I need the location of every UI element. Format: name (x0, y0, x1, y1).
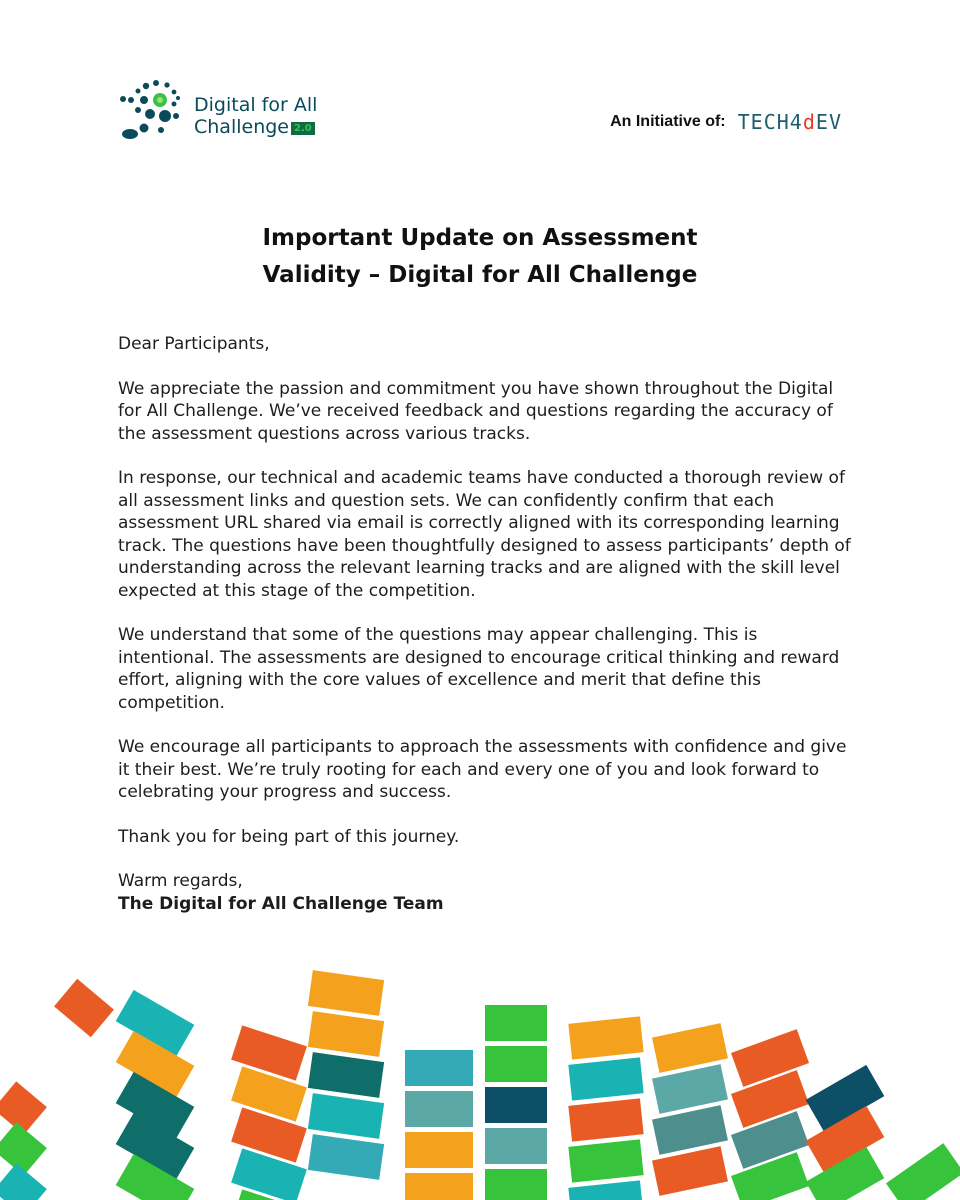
deco-block (485, 1087, 547, 1123)
deco-block (886, 1143, 960, 1200)
deco-block (308, 1134, 384, 1180)
tech4dev-logo: TECH4dEV (737, 110, 842, 134)
logo-line1: Digital for All (194, 94, 318, 116)
deco-block (568, 1098, 643, 1141)
deco-block (0, 1122, 47, 1175)
deco-block (568, 1180, 643, 1200)
closing: Warm regards, (118, 871, 243, 891)
version-badge: 2.0 (291, 122, 315, 135)
title-line-1: Important Update on Assessment (262, 225, 698, 251)
deco-block (308, 1011, 384, 1057)
challenge-logo (116, 76, 336, 150)
initiative-label: An Initiative of: (610, 113, 726, 130)
deco-block (308, 1052, 384, 1098)
deco-block (405, 1091, 473, 1127)
deco-block (405, 1173, 473, 1200)
deco-block (485, 1046, 547, 1082)
signature: The Digital for All Challenge Team (118, 893, 444, 914)
deco-block (568, 1016, 643, 1059)
paragraph-review: In response, our technical and academic teams have conducted a thorough review of all assessment links and question sets. We can confidently confirm that each assessment URL shared via email is correctly aligned with its corresponding learning track. The questions have been thoughtfully designed to assess participants’ depth of understanding across the relevant learning tracks and are aligned with the skill level expected at this stage of the competition. (118, 468, 851, 601)
deco-block (485, 1005, 547, 1041)
dots-emblem-icon (116, 76, 194, 150)
initiative-block (610, 110, 842, 134)
paragraph-thanks: Thank you for being part of this journey. (118, 826, 460, 847)
deco-block (485, 1128, 547, 1164)
letter-body (118, 333, 858, 915)
deco-block (308, 1093, 384, 1139)
logo-line2: Challenge (194, 116, 289, 138)
title-line-2: Validity – Digital for All Challenge (262, 262, 698, 288)
paragraph-encouragement: We encourage all participants to approach the assessments with confidence and give it their best. We’re truly rooting for each and every one of you and look forward to celebrating your progress and success. (118, 737, 847, 802)
deco-block (568, 1139, 643, 1182)
paragraph-challenging: We understand that some of the questions may appear challenging. This is intentional. The assessments are designed to encourage critical thinking and reward effort, aligning with the core values of excellence and merit that define this competition. (118, 625, 840, 713)
deco-block (0, 1081, 47, 1134)
salutation: Dear Participants, (118, 334, 270, 354)
decorative-arc-blocks (0, 960, 960, 1200)
deco-block (405, 1132, 473, 1168)
deco-block (54, 979, 114, 1037)
page-title (0, 220, 960, 294)
logo-wordmark (194, 94, 317, 138)
deco-block (568, 1057, 643, 1100)
deco-block (485, 1169, 547, 1200)
deco-block (308, 970, 384, 1016)
deco-block (405, 1050, 473, 1086)
paragraph-appreciation: We appreciate the passion and commitment you have shown throughout the Digital for All Challenge. We’ve received feedback and questions regarding the accuracy of the assessment questions across various tracks. (118, 378, 834, 444)
